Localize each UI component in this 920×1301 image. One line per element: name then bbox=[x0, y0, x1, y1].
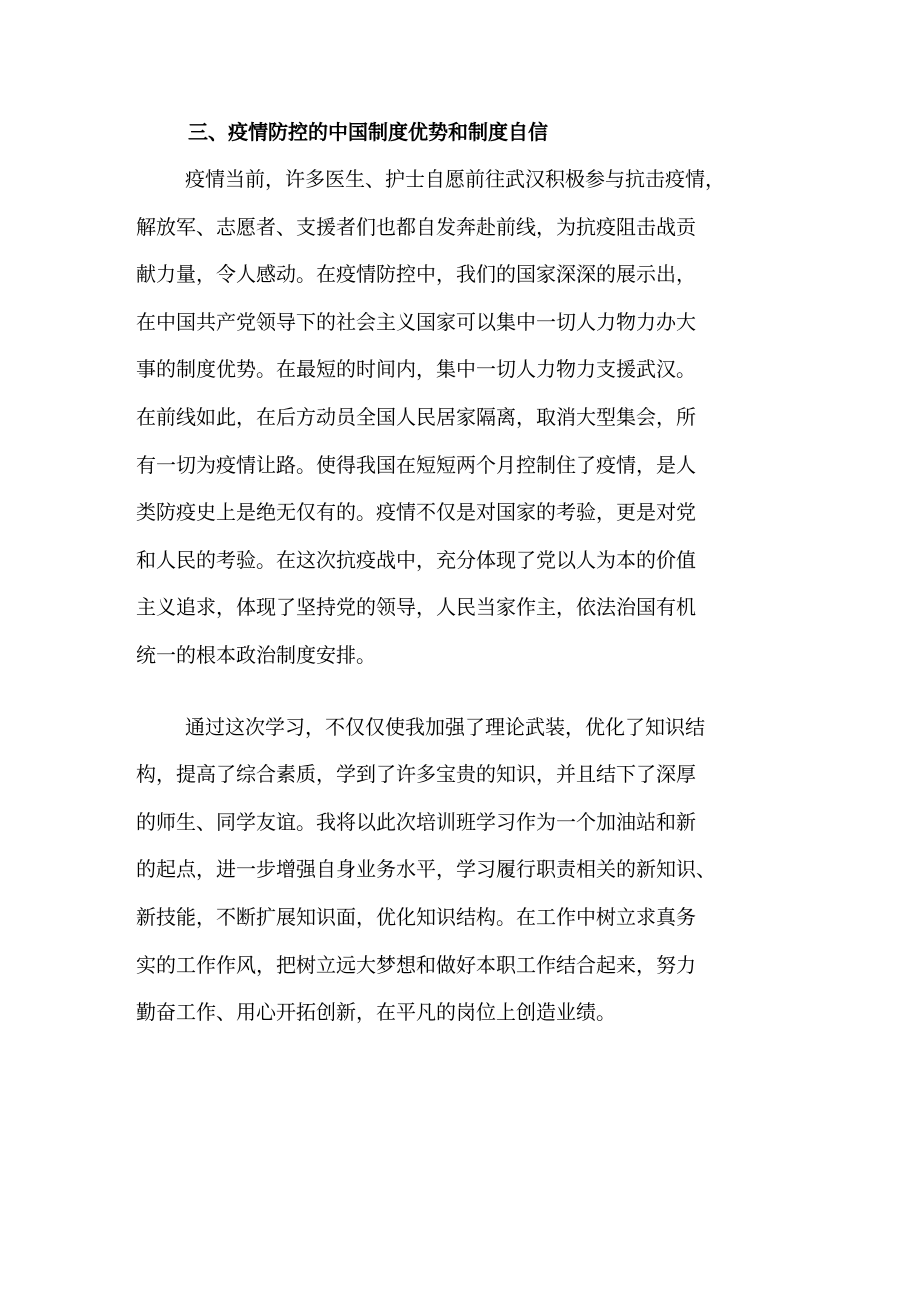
paragraph-line: 类防疫史上是绝无仅有的。疫情不仅是对国家的考验，更是对党 bbox=[136, 500, 696, 524]
paragraph-line: 的起点，进一步增强自身业务水平，学习履行职责相关的新知识、 bbox=[136, 857, 716, 881]
paragraph-line: 构，提高了综合素质，学到了许多宝贵的知识，并且结下了深厚 bbox=[136, 762, 696, 786]
paragraph-line: 的师生、同学友谊。我将以此次培训班学习作为一个加油站和新 bbox=[136, 810, 696, 834]
paragraph-line: 和人民的考验。在这次抗疫战中，充分体现了党以人为本的价值 bbox=[136, 548, 696, 572]
paragraph-line: 勤奋工作、用心开拓创新，在平凡的岗位上创造业绩。 bbox=[136, 1000, 616, 1024]
section-heading: 三、疫情防控的中国制度优势和制度自信 bbox=[188, 120, 548, 144]
paragraph-first-line: 通过这次学习，不仅仅使我加强了理论武装，优化了知识结 bbox=[185, 715, 705, 739]
paragraph-line: 统一的根本政治制度安排。 bbox=[136, 643, 376, 667]
paragraph-line: 新技能，不断扩展知识面，优化知识结构。在工作中树立求真务 bbox=[136, 905, 696, 929]
paragraph-line: 实的工作作风，把树立远大梦想和做好本职工作结合起来，努力 bbox=[136, 953, 696, 977]
paragraph-line: 在前线如此，在后方动员全国人民居家隔离，取消大型集会，所 bbox=[136, 405, 696, 429]
paragraph-line: 献力量，令人感动。在疫情防控中，我们的国家深深的展示出， bbox=[136, 262, 696, 286]
paragraph-line: 主义追求，体现了坚持党的领导，人民当家作主，依法治国有机 bbox=[136, 595, 696, 619]
paragraph-line: 有一切为疫情让路。使得我国在短短两个月控制住了疫情，是人 bbox=[136, 453, 696, 477]
paragraph-line: 事的制度优势。在最短的时间内，集中一切人力物力支援武汉。 bbox=[136, 357, 696, 381]
paragraph-line: 在中国共产党领导下的社会主义国家可以集中一切人力物力办大 bbox=[136, 310, 696, 334]
paragraph-line: 解放军、志愿者、支援者们也都自发奔赴前线，为抗疫阻击战贡 bbox=[136, 215, 696, 239]
paragraph-first-line: 疫情当前，许多医生、护士自愿前往武汉积极参与抗击疫情， bbox=[185, 167, 725, 191]
